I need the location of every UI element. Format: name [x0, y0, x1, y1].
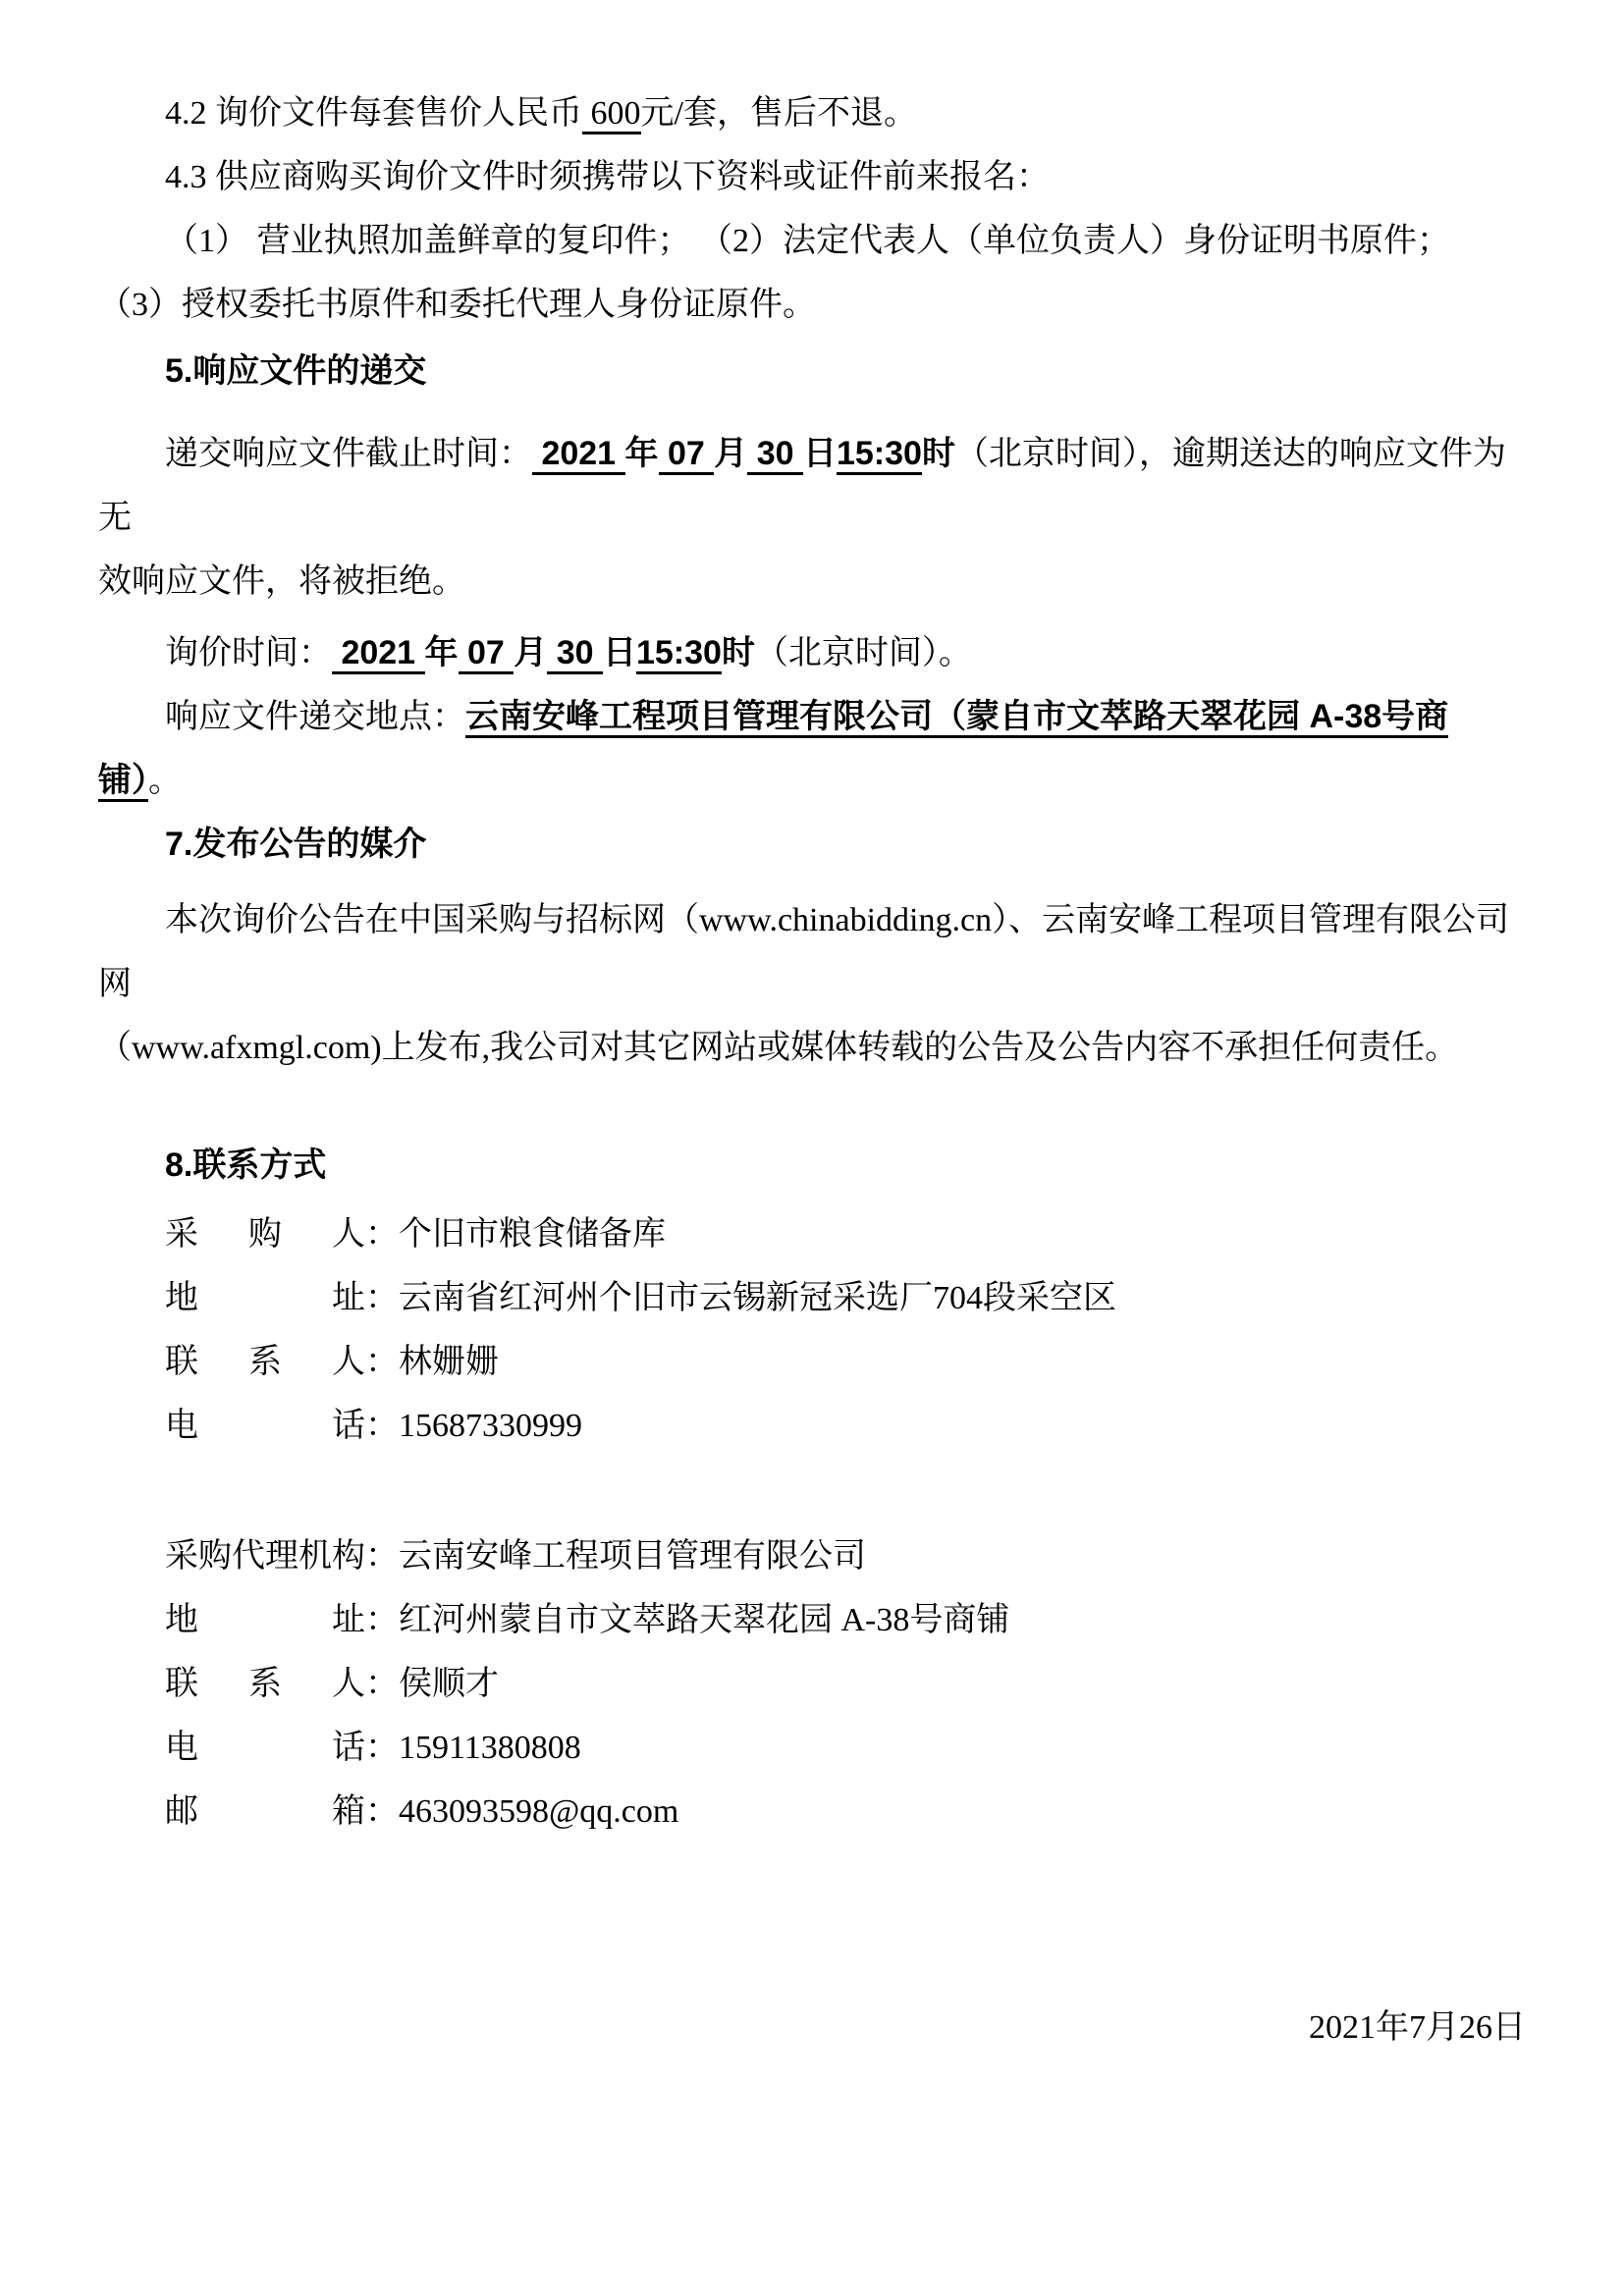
contact-label: 电话 [165, 1408, 365, 1444]
requirements-line-2: （3）授权委托书原件和委托代理人身份证原件。 [98, 287, 816, 323]
deadline-year: 2021 [532, 435, 625, 475]
location-suffix: 。 [148, 763, 182, 799]
month-unit: 月 [714, 435, 748, 472]
contact-label: 地址 [165, 1602, 365, 1638]
inquiry-time-paragraph [98, 621, 1526, 685]
buyer-name-row [98, 1202, 1526, 1266]
clause-4-2-prefix: 4.2 询价文件每套售价人民币 [165, 95, 582, 132]
contact-label: 电话 [165, 1730, 365, 1766]
contact-label: 联系人 [165, 1344, 365, 1380]
deadline-month: 07 [659, 435, 715, 475]
deadline-paragraph [98, 422, 1526, 550]
contact-colon: ： [365, 1730, 399, 1766]
inquiry-day: 30 [547, 634, 603, 674]
submission-location-paragraph [98, 685, 1526, 813]
month-unit: 月 [514, 634, 548, 671]
buyer-phone-row [98, 1394, 1526, 1458]
deadline-suffix: （北京时间），逾期送达的响应文件为无 [98, 436, 1506, 536]
agency-name-value: 云南安峰工程项目管理有限公司 [399, 1538, 866, 1575]
buyer-contact-person-row [98, 1330, 1526, 1394]
clause-4-2 [98, 81, 1526, 145]
location-prefix: 响应文件递交地点： [165, 699, 465, 735]
contact-colon: ： [365, 1408, 399, 1444]
agency-address-value: 红河州蒙自市文萃路天翠花园 A-38号商铺 [399, 1602, 1010, 1638]
contact-label: 邮箱 [165, 1793, 365, 1830]
contact-colon: ： [365, 1793, 399, 1830]
deadline-prefix: 递交响应文件截止时间： [165, 436, 532, 472]
agency-phone-value: 15911380808 [399, 1730, 581, 1766]
buyer-name-value: 个旧市粮食储备库 [399, 1216, 666, 1253]
agency-email-row [98, 1780, 1526, 1843]
location-value-underlined: 云南安峰工程项目管理有限公司（蒙自市文萃路天翠花园 A-38号商铺） [98, 698, 1448, 802]
inquiry-time-value: 15:30 [636, 634, 722, 674]
document-price-underlined: 600 [582, 95, 641, 134]
contact-label: 地址 [165, 1280, 365, 1316]
inquiry-year: 2021 [332, 634, 425, 674]
day-unit: 日 [802, 435, 837, 472]
contact-colon: ： [365, 1602, 399, 1638]
time-unit: 时 [921, 435, 955, 472]
media-line-2: （www.afxmgl.com)上发布,我公司对其它网站或媒体转载的公告及公告内容不承担任何责任。 [98, 1030, 1459, 1066]
clause-4-2-suffix: 元/套，售后不退。 [640, 95, 917, 132]
clause-4-3: 4.3 供应商购买询价文件时须携带以下资料或证件前来报名： [165, 159, 1050, 195]
agency-contact-person-row [98, 1652, 1526, 1716]
inquiry-time-prefix: 询价时间： [165, 635, 332, 671]
year-unit: 年 [424, 634, 459, 671]
deadline-day: 30 [747, 435, 803, 475]
contact-colon: ： [365, 1538, 399, 1575]
time-unit: 时 [721, 634, 755, 671]
agency-name-row [98, 1524, 1526, 1588]
requirements-line-1: （1） 营业执照加盖鲜章的复印件； （2）法定代表人（单位负责人）身份证明书原件； [165, 223, 1450, 259]
buyer-phone-value: 15687330999 [399, 1408, 582, 1444]
contact-label: 联系人 [165, 1666, 365, 1702]
agency-email-value: 463093598@qq.com [399, 1793, 679, 1830]
day-unit: 日 [602, 634, 636, 671]
contact-label: 采购代理机构 [165, 1538, 365, 1575]
contact-colon: ： [365, 1666, 399, 1702]
buyer-contact-person-value: 林姗姗 [399, 1344, 499, 1380]
buyer-address-row [98, 1266, 1526, 1330]
year-unit: 年 [624, 435, 659, 472]
document-date: 2021年7月26日 [1309, 2009, 1526, 2046]
inquiry-month: 07 [459, 634, 514, 674]
agency-contact-person-value: 侯顺才 [399, 1666, 499, 1702]
contact-colon: ： [365, 1344, 399, 1380]
deadline-line-2: 效响应文件，将被拒绝。 [98, 563, 465, 600]
agency-phone-row [98, 1716, 1526, 1780]
section-5-heading: 5.响应文件的递交 [165, 352, 427, 390]
inquiry-time-suffix: （北京时间）。 [754, 635, 972, 671]
contact-colon: ： [365, 1280, 399, 1316]
deadline-time: 15:30 [837, 435, 922, 475]
section-7-heading: 7.发布公告的媒介 [165, 826, 427, 863]
agency-address-row [98, 1588, 1526, 1652]
section-8-heading: 8.联系方式 [165, 1147, 327, 1184]
contact-label: 采购人 [165, 1216, 365, 1253]
media-line-1: 本次询价公告在中国采购与招标网（www.chinabidding.cn）、云南安峰工程项目管理有限公司网 [98, 902, 1510, 1002]
contact-colon: ： [365, 1216, 399, 1253]
buyer-address-value: 云南省红河州个旧市云锡新冠采选厂704段采空区 [399, 1280, 1116, 1316]
